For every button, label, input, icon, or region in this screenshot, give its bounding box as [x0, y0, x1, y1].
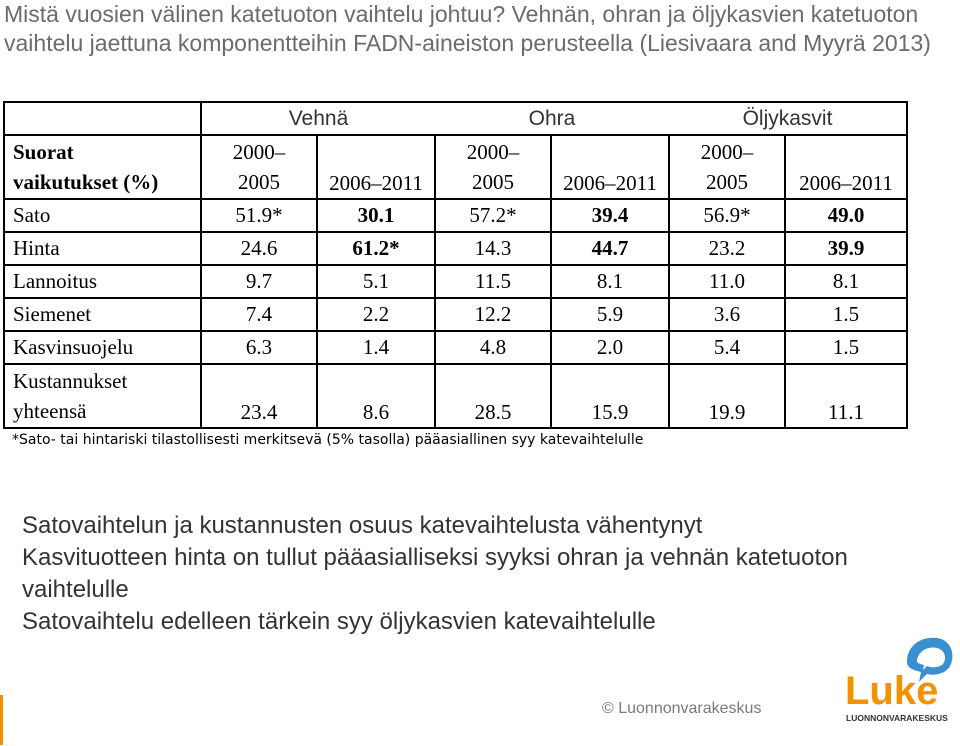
table-cell: 14.3 [435, 232, 551, 265]
table-cell: 5.9 [551, 298, 669, 331]
table-cell: 15.9 [551, 364, 669, 428]
table-cell: 23.4 [201, 364, 317, 428]
table-row [4, 199, 907, 232]
table-row [4, 265, 907, 298]
accent-bar [0, 695, 3, 745]
table-cell: 5.4 [669, 331, 785, 364]
table-cell: 39.9 [785, 232, 907, 265]
row-label: Kustannukset yhteensä [4, 364, 201, 428]
table-cell: 11.1 [785, 364, 907, 428]
bullet-item: Satovaihtelu edelleen tärkein syy öljykasvien katevaihtelulle [22, 608, 656, 635]
period-header: 2000– 2005 [201, 135, 317, 199]
table-cell: 12.2 [435, 298, 551, 331]
table-cell: 11.5 [435, 265, 551, 298]
svg-text:Luke: Luke [845, 669, 939, 713]
table-cell: 2.0 [551, 331, 669, 364]
table-cell: 56.9* [669, 199, 785, 232]
svg-text:LUONNONVARAKESKUS: LUONNONVARAKESKUS [846, 713, 948, 723]
luke-logo-icon [843, 632, 955, 732]
footnote: *Sato- tai hintariski tilastollisesti merkitsevä (5% tasolla) pääasiallinen syy katevaihtelulle [12, 432, 644, 448]
group-header-ohra: Ohra [435, 102, 669, 135]
table-cell: 4.8 [435, 331, 551, 364]
table-cell: 51.9* [201, 199, 317, 232]
table-row [4, 298, 907, 331]
table-cell: 8.1 [785, 265, 907, 298]
table-cell: 7.4 [201, 298, 317, 331]
table-cell: 5.1 [317, 265, 435, 298]
table-cell: 11.0 [669, 265, 785, 298]
table-cell: 24.6 [201, 232, 317, 265]
table-cell: 3.6 [669, 298, 785, 331]
period-header: 2000– 2005 [669, 135, 785, 199]
period-header: 2006–2011 [551, 135, 669, 199]
table-cell: 61.2* [317, 232, 435, 265]
row-label: Sato [4, 199, 201, 232]
table-row [4, 364, 907, 428]
table-cell: 1.4 [317, 331, 435, 364]
group-header-oljykasvit: Öljykasvit [669, 102, 907, 135]
slide-title: Mistä vuosien välinen katetuoton vaihtelu johtuu? Vehnän, ohran ja öljykasvien katetuoton vaihtelu jaettuna komponentteihin FADN-aineiston perusteella (Liesivaara and Myyrä 2013) [4, 1, 931, 56]
table-cell: 8.6 [317, 364, 435, 428]
table-cell: 6.3 [201, 331, 317, 364]
table-cell: 23.2 [669, 232, 785, 265]
table-cell: 1.5 [785, 331, 907, 364]
row-label: Kasvinsuojelu [4, 331, 201, 364]
data-table [3, 101, 908, 429]
table-cell: 2.2 [317, 298, 435, 331]
table-cell: 39.4 [551, 199, 669, 232]
table-row [4, 331, 907, 364]
table-cell: 30.1 [317, 199, 435, 232]
period-header: 2000– 2005 [435, 135, 551, 199]
copyright-text: © Luonnonvarakeskus [602, 700, 762, 717]
table-cell: 44.7 [551, 232, 669, 265]
group-header-vehna: Vehnä [201, 102, 435, 135]
period-header: 2006–2011 [785, 135, 907, 199]
header-label: Suorat vaikutukset (%) [4, 135, 201, 199]
table-cell: 49.0 [785, 199, 907, 232]
table-cell: 1.5 [785, 298, 907, 331]
table-cell: 9.7 [201, 265, 317, 298]
table-cell: 57.2* [435, 199, 551, 232]
row-label: Siemenet [4, 298, 201, 331]
corner-cell [4, 102, 201, 135]
table-cell: 8.1 [551, 265, 669, 298]
period-header: 2006–2011 [317, 135, 435, 199]
table-cell: 28.5 [435, 364, 551, 428]
bullet-item: Kasvituotteen hinta on tullut pääasialliseksi syyksi ohran ja vehnän katetuoton vaihtelulle [22, 544, 848, 603]
table-row [4, 232, 907, 265]
bullet-item: Satovaihtelun ja kustannusten osuus katevaihtelusta vähentynyt [22, 512, 703, 539]
luke-logo [843, 632, 955, 732]
row-label: Hinta [4, 232, 201, 265]
table-cell: 19.9 [669, 364, 785, 428]
bullet-list [22, 510, 922, 638]
row-label: Lannoitus [4, 265, 201, 298]
